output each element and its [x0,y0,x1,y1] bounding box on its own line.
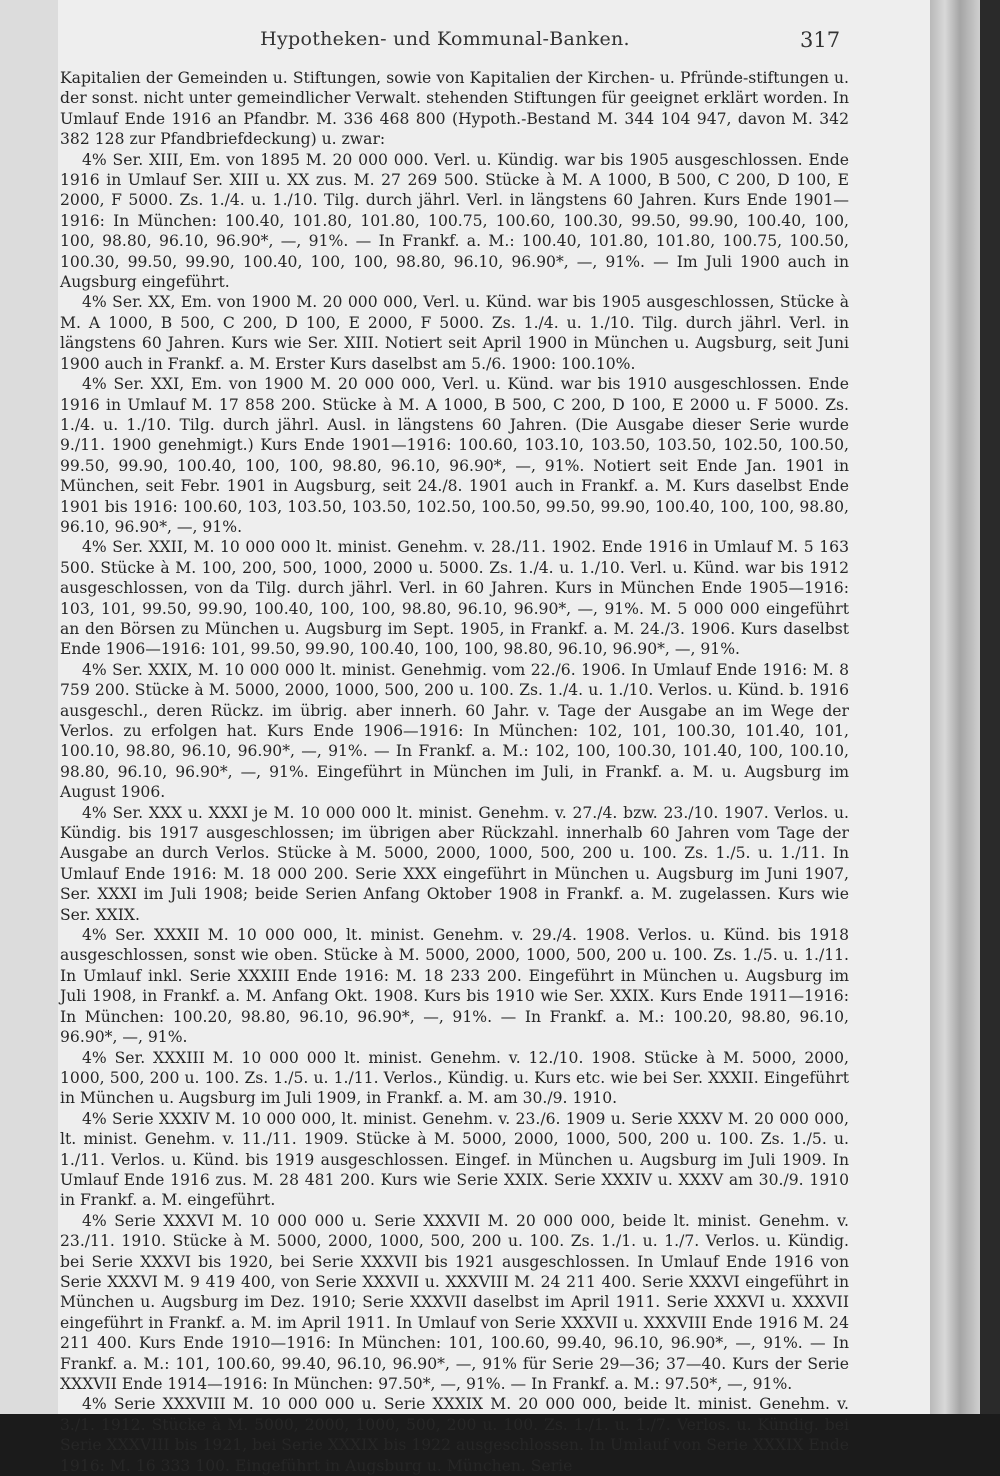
paragraph-ser-xxxiv-xxxv: 4% Serie XXXIV M. 10 000 000, lt. minist. Genehm. v. 23./6. 1909 u. Serie XXXV M. 20 000 000, lt. minist. Genehm. v. 11./11. 1909. Stücke à M. 5000, 2000, 1000, 500, 200 u. 100. Zs. 1./5. u. 1./11. Verlos. u. Künd. bis 1919 ausgeschlossen. Eingef. in München u. Augsburg im Juli 1909. In Umlauf Ende 1916 zus. M. 28 481 200. Kurs wie Serie XXIX. Serie XXXIV u. XXXV am 30./9. 1910 in Frankf. a. M. eingeführt. [60,1109,849,1210]
paragraph-ser-xx: 4% Ser. XX, Em. von 1900 M. 20 000 000, Verl. u. Künd. war bis 1905 ausgeschlossen, Stücke à M. A 1000, B 500, C 200, D 100, E 2000, F 5000. Zs. 1./4. u. 1./10. Tilg. durch jährl. Verl. in längstens 60 Jahren. Kurs wie Ser. XIII. Notiert seit April 1900 in München u. Augsburg, seit Juni 1900 auch in Frankf. a. M. Erster Kurs daselbst am 5./6. 1900: 100.10%. [60,293,849,373]
facing-page-edge [0,0,64,1414]
paragraph-ser-xxxvi-xxxvii: 4% Serie XXXVI M. 10 000 000 u. Serie XXXVII M. 20 000 000, beide lt. minist. Genehm. v. 23./11. 1910. Stücke à M. 5000, 2000, 1000, 500, 200 u. 100. Zs. 1./1. u. 1./7. Verlos. u. Kündig. bei Serie XXXVI bis 1920, bei Serie XXXVII bis 1921 ausgeschlossen. In Umlauf Ende 1916 von Serie XXXVI M. 9 419 400, von Serie XXXVII u. XXXVIII M. 24 211 400. Serie XXXVI eingeführt in München u. Augsburg im Dez. 1910; Serie XXXVII daselbst im April 1911. Serie XXXVI u. XXXVII eingeführt in Frankf. a. M. im April 1911. In Umlauf von Serie XXXVII u. XXXVIII Ende 1916 M. 24 211 400. Kurs Ende 1910—1916: In München: 101, 100.60, 99.40, 96.10, 96.90*, —, 91%. — In Frankf. a. M.: 101, 100.60, 99.40, 96.10, 96.90*, —, 91% für Serie 29—36; 37—40. Kurs der Serie XXXVII Ende 1914—1916: In München: 97.50*, —, 91%. — In Frankf. a. M.: 97.50*, —, 91%. [60,1211,849,1393]
paragraph-intro: Kapitalien der Gemeinden u. Stiftungen, sowie von Kapitalien der Kirchen- u. Pfründe-stiftungen u. der sonst. nicht unter gemeindlicher Verwalt. stehenden Stiftungen für geeignet erklärt worden. In Umlauf Ende 1916 an Pfandbr. M. 336 468 800 (Hypoth.-Bestand M. 344 104 947, davon M. 342 382 128 zur Pfandbriefdeckung) u. zwar: [60,69,849,149]
paragraph-ser-xxii: 4% Ser. XXII, M. 10 000 000 lt. minist. Genehm. v. 28./11. 1902. Ende 1916 in Umlauf M. 5 163 500. Stücke à M. 100, 200, 500, 1000, 2000 u. 5000. Zs. 1./4. u. 1./10. Verl. u. Künd. war bis 1912 ausgeschlossen, von da Tilg. durch jährl. Verl. in 60 Jahren. Kurs in München Ende 1905—1916: 103, 101, 99.50, 99.90, 100.40, 100, 100, 98.80, 96.10, 96.90*, —, 91%. M. 5 000 000 eingeführt an den Börsen zu München u. Augsburg im Sept. 1905, in Frankf. a. M. 24./3. 1906. Kurs daselbst Ende 1906—1916: 101, 99.50, 99.90, 100.40, 100, 100, 98.80, 96.10, 96.90*, —, 91%. [60,538,849,659]
running-head: Hypotheken- und Kommunal-Banken. [260,28,630,50]
paragraph-ser-xxi: 4% Ser. XXI, Em. von 1900 M. 20 000 000, Verl. u. Künd. war bis 1910 ausgeschlossen. Ende 1916 in Umlauf M. 17 858 200. Stücke à M. A 1000, B 500, C 200, D 100, E 2000 u. F 5000. Zs. 1./4. u. 1./10. Tilg. durch jährl. Ausl. in längstens 60 Jahren. (Die Ausgabe dieser Serie wurde 9./11. 1900 genehmigt.) Kurs Ende 1901—1916: 100.60, 103.10, 103.50, 103.50, 102.50, 100.50, 99.50, 99.90, 100.40, 100, 100, 98.80, 96.10, 96.90*, —, 91%. Notiert seit Ende Jan. 1901 in München, seit Febr. 1901 in Augsburg, seit 24./8. 1901 auch in Frankf. a. M. Kurs daselbst Ende 1901 bis 1916: 100.60, 103, 103.50, 103.50, 102.50, 100.50, 99.50, 99.90, 100.40, 100, 100, 98.80, 96.10, 96.90*, —, 91%. [60,375,849,536]
page-stack-edge [930,0,980,1414]
paragraph-ser-xxix: 4% Ser. XXIX, M. 10 000 000 lt. minist. Genehmig. vom 22./6. 1906. In Umlauf Ende 1916: M. 8 759 200. Stücke à M. 5000, 2000, 1000, 500, 200 u. 100. Zs. 1./4. u. 1./10. Verlos. u. Künd. b. 1916 ausgeschl., deren Rückz. im übrig. aber innerh. 60 Jahr. v. Tage der Ausgabe an im Wege der Verlos. zu erfolgen hat. Kurs Ende 1906—1916: In München: 102, 101, 100.30, 101.40, 101, 100.10, 98.80, 96.10, 96.90*, —, 91%. — In Frankf. a. M.: 102, 100, 100.30, 101.40, 100, 100.10, 98.80, 96.10, 96.90*, —, 91%. Eingeführt in München im Juli, in Frankf. a. M. u. Augsburg im August 1906. [60,660,849,802]
body-text [60,68,849,1476]
page-number: 317 [800,28,841,52]
paragraph-ser-xxxiii: 4% Ser. XXXIII M. 10 000 000 lt. minist. Genehm. v. 12./10. 1908. Stücke à M. 5000, 2000, 1000, 500, 200 u. 100. Zs. 1./5. u. 1./11. Verlos., Kündig. u. Kurs etc. wie bei Ser. XXXII. Eingeführt in München u. Augsburg im Juli 1909, in Frankf. a. M. am 30./9. 1910. [60,1048,849,1108]
paragraph-ser-xxx-xxxi: 4% Ser. XXX u. XXXI je M. 10 000 000 lt. minist. Genehm. v. 27./4. bzw. 23./10. 1907. Verlos. u. Kündig. bis 1917 ausgeschlossen; im übrigen aber Rückzahl. innerhalb 60 Jahren vom Tage der Ausgabe an durch Verlos. Stücke à M. 5000, 2000, 1000, 500, 200 u. 100. Zs. 1./5. u. 1./11. In Umlauf Ende 1916: M. 18 000 200. Serie XXX eingeführt in München u. Augsburg im Juni 1907, Ser. XXXI im Juli 1908; beide Serien Anfang Oktober 1908 in Frankf. a. M. zugelassen. Kurs wie Ser. XXIX. [60,803,849,924]
paragraph-ser-xiii: 4% Ser. XIII, Em. von 1895 M. 20 000 000. Verl. u. Kündig. war bis 1905 ausgeschlossen. Ende 1916 in Umlauf Ser. XIII u. XX zus. M. 27 269 500. Stücke à M. A 1000, B 500, C 200, D 100, E 2000, F 5000. Zs. 1./4. u. 1./10. Tilg. durch jährl. Verl. in längstens 60 Jahren. Kurs Ende 1901—1916: In München: 100.40, 101.80, 101.80, 100.75, 100.60, 100.30, 99.50, 99.90, 100.40, 100, 100, 98.80, 96.10, 96.90*, —, 91%. — In Frankf. a. M.: 100.40, 101.80, 101.80, 100.75, 100.50, 100.30, 99.50, 99.90, 100.40, 100, 100, 98.80, 96.10, 96.90*, —, 91%. — Im Juli 1900 auch in Augsburg eingeführt. [60,150,849,292]
paragraph-ser-xxxviii-xxxix: 4% Serie XXXVIII M. 10 000 000 u. Serie XXXIX M. 20 000 000, beide lt. minist. Genehm. v. 3./1. 1912. Stücke à M. 5000, 2000, 1000, 500, 200 u. 100. Zs. 1./1. u. 1./7. Verlos. u. Kündig. bei Serie XXXVIII bis 1921, bei Serie XXXIX bis 1922 ausgeschlossen. In Umlauf von Serie XXXIX Ende 1916: M. 16 333 100. Eingeführt in Augsburg u. München. Serie [60,1395,849,1475]
paragraph-ser-xxxii: 4% Ser. XXXII M. 10 000 000, lt. minist. Genehm. v. 29./4. 1908. Verlos. u. Künd. bis 1918 ausgeschlossen, sonst wie oben. Stücke à M. 5000, 2000, 1000, 500, 200 u. 100. Zs. 1./5. u. 1./11. In Umlauf inkl. Serie XXXIII Ende 1916: M. 18 233 200. Eingeführt in München u. Augsburg im Juli 1908, in Frankf. a. M. Anfang Okt. 1908. Kurs bis 1910 wie Ser. XXIX. Kurs Ende 1911—1916: In München: 100.20, 98.80, 96.10, 96.90*, —, 91%. — In Frankf. a. M.: 100.20, 98.80, 96.10, 96.90*, —, 91%. [60,926,849,1047]
